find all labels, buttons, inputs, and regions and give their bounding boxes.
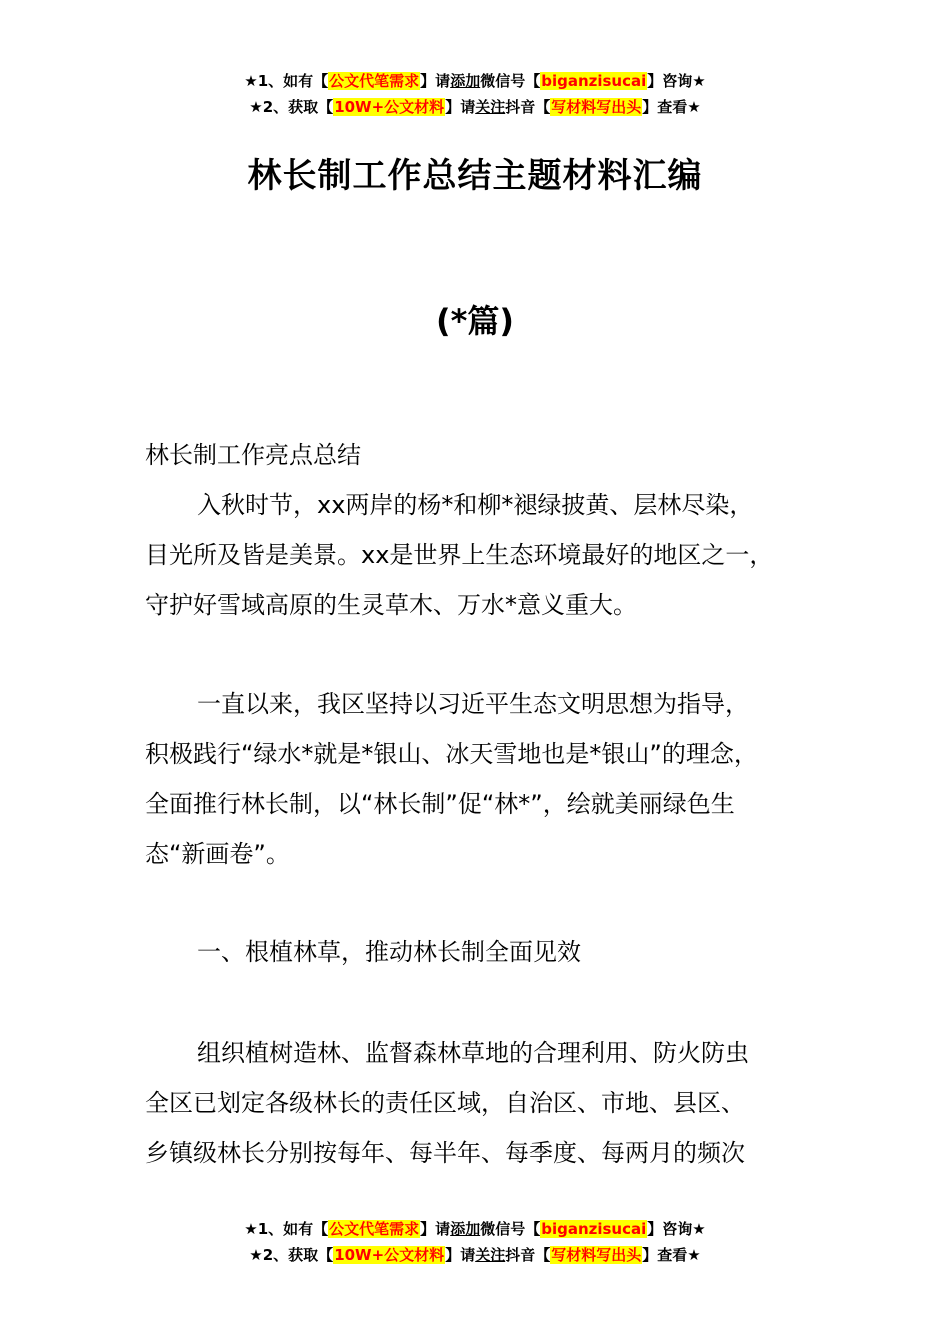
section-title: 林长制工作亮点总结 xyxy=(145,441,361,469)
notice-emphasis: 添加 xyxy=(450,1220,481,1238)
heading-line: 一、根植林草，推动林长制全面见效 xyxy=(197,938,581,966)
highlight-douyin-account: 写材料写出头 xyxy=(551,1246,642,1264)
notice-text: 】请 xyxy=(420,1220,451,1238)
paragraph-1 xyxy=(145,480,835,630)
notice-text: 】查看★ xyxy=(642,1246,701,1264)
document-title: 林长制工作总结主题材料汇编 xyxy=(247,156,703,196)
paragraph-2 xyxy=(145,679,835,879)
star-icon: ★ xyxy=(244,1220,258,1238)
notice-line-1 xyxy=(0,68,950,94)
notice-text: 1、如有【 xyxy=(257,72,329,90)
notice-text: 】请 xyxy=(445,98,476,116)
paragraph-line: 一直以来，我区坚持以习近平生态文明思想为指导， xyxy=(197,690,749,718)
notice-emphasis: 关注 xyxy=(475,98,506,116)
section-heading-1 xyxy=(145,927,835,977)
notice-text: 抖音【 xyxy=(505,1246,551,1264)
notice-text: 】咨询★ xyxy=(647,72,706,90)
highlight-service: 公文代笔需求 xyxy=(329,1220,420,1238)
highlight-materials: 10W+公文材料 xyxy=(334,1246,445,1264)
highlight-materials: 10W+公文材料 xyxy=(334,98,445,116)
star-icon: ★ xyxy=(249,1246,263,1264)
notice-emphasis: 添加 xyxy=(450,72,481,90)
paragraph-line: 乡镇级林长分别按每年、每半年、每季度、每两月的频次 xyxy=(145,1139,745,1167)
star-icon: ★ xyxy=(244,72,258,90)
notice-emphasis: 关注 xyxy=(475,1246,506,1264)
paragraph-line: 守护好雪域高原的生灵草木、万水*意义重大。 xyxy=(145,591,637,619)
notice-text: 2、获取【 xyxy=(262,1246,334,1264)
notice-text: 】请 xyxy=(420,72,451,90)
notice-text: 微信号【 xyxy=(480,72,541,90)
paragraph-line: 积极践行“绿水*就是*银山、冰天雪地也是*银山”的理念， xyxy=(145,740,758,768)
paragraph-line: 目光所及皆是美景。xx是世界上生态环境最好的地区之一， xyxy=(145,541,774,569)
document-subtitle: (*篇) xyxy=(436,302,514,340)
highlight-service: 公文代笔需求 xyxy=(329,72,420,90)
highlight-wechat-id: biganzisucai xyxy=(541,1220,647,1238)
header-notice xyxy=(0,68,950,120)
notice-text: 抖音【 xyxy=(505,98,551,116)
paragraph-line: 全面推行林长制，以“林长制”促“林*”，绘就美丽绿色生 xyxy=(145,790,735,818)
paragraph-line: 态“新画卷”。 xyxy=(145,840,290,868)
notice-text: 】咨询★ xyxy=(647,1220,706,1238)
notice-line-1 xyxy=(0,1216,950,1242)
notice-text: 微信号【 xyxy=(480,1220,541,1238)
highlight-douyin-account: 写材料写出头 xyxy=(551,98,642,116)
paragraph-line: 组织植树造林、监督森林草地的合理利用、防火防虫 xyxy=(197,1039,749,1067)
star-icon: ★ xyxy=(249,98,263,116)
paragraph-3 xyxy=(145,1028,835,1178)
paragraph-line: 入秋时节，xx两岸的杨*和柳*褪绿披黄、层林尽染， xyxy=(197,491,754,519)
notice-text: 1、如有【 xyxy=(257,1220,329,1238)
notice-text: 】查看★ xyxy=(642,98,701,116)
notice-line-2 xyxy=(0,94,950,120)
notice-line-2 xyxy=(0,1242,950,1268)
footer-notice xyxy=(0,1216,950,1268)
paragraph-line: 全区已划定各级林长的责任区域，自治区、市地、县区、 xyxy=(145,1089,745,1117)
notice-text: 】请 xyxy=(445,1246,476,1264)
highlight-wechat-id: biganzisucai xyxy=(541,72,647,90)
notice-text: 2、获取【 xyxy=(262,98,334,116)
